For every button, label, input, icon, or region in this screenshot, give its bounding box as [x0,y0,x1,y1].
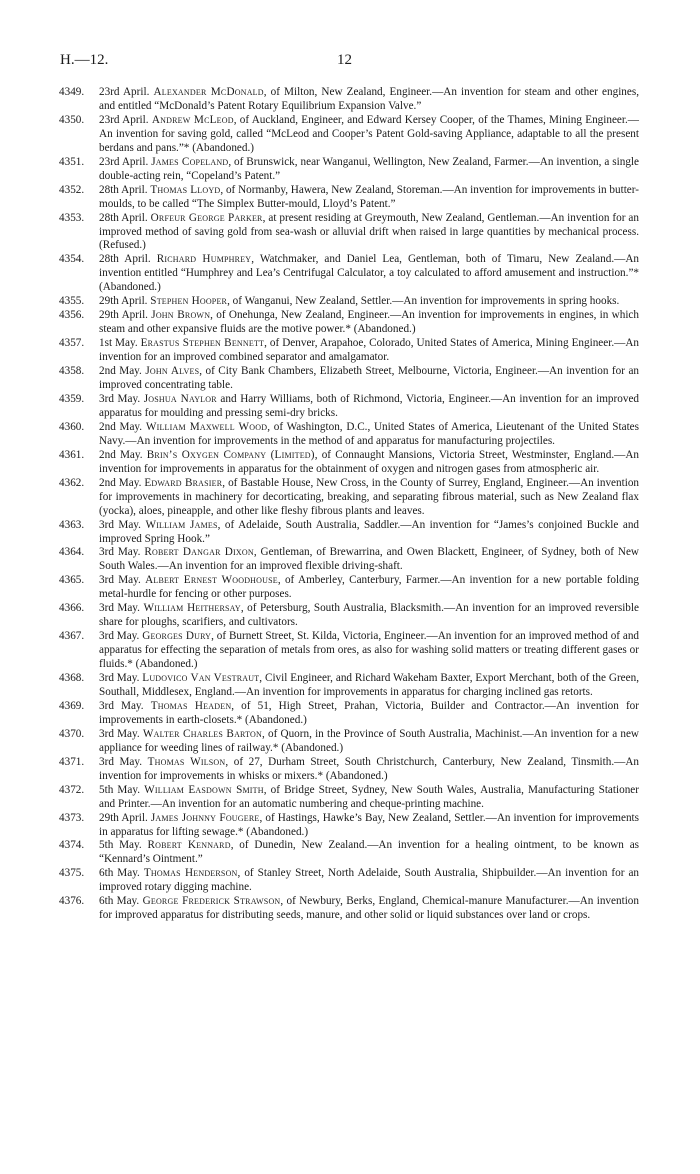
entry-date: 3rd May. [99,699,144,712]
entry-date: 3rd May. [99,546,141,559]
applicant-name: Robert Kennard [147,839,231,852]
entry-date: 28th April. [99,253,151,266]
patent-entry [59,728,639,756]
applicant-name: John Alves [145,365,200,378]
entry-number: 4373. [59,811,85,824]
applicant-name: Edward Brasier [144,476,223,489]
entry-number: 4356. [59,309,85,322]
entry-number: 4352. [59,183,85,196]
entry-description: , of City Bank Chambers, Elizabeth Street, Melbourne, Victoria, Engineer.—An invention for an improved concentrating table. [99,365,640,392]
patent-entry [59,839,639,867]
patent-entry [59,546,639,574]
entry-number: 4355. [59,295,85,308]
report-code: H.—12. [60,52,109,68]
entry-description: , of Stanley Street, North Adelaide, South Australia, Shipbuilder.—An invention for an improved rotary digging machine. [99,867,640,894]
patent-entry [59,114,639,156]
applicant-name: James Copeland [151,155,229,168]
entry-date: 23rd April. [99,155,149,168]
entry-number: 4360. [59,420,85,433]
patent-entry [59,895,639,923]
entry-description: , of Bastable House, New Cross, in the County of Surrey, England, Engineer.—An invention for improvements in machinery for decorticating, breaking, and separating fibrous material, such as New Zealand flax (yocka), aloes, pineapple, and other like fleshy fibrous plants and leaves. [99,476,640,517]
patent-entry [59,672,639,700]
entry-description: , of Normanby, Hawera, New Zealand, Storeman.—An invention for improvements in butter-moulds, to be called “The Simplex Butter-mould, Lloyd’s Patent.” [99,183,640,210]
entry-description: , of 27, Durham Street, South Christchurch, Canterbury, New Zealand, Tinsmith.—An invention for improvements in whisks or mixers.* (Abandoned.) [99,755,639,782]
applicant-name: Orfeur George Parker [150,211,263,224]
entry-number: 4358. [59,365,85,378]
entry-date: 3rd May. [99,392,141,405]
entry-number: 4357. [59,337,85,350]
entry-date: 1st May. [99,337,138,350]
entry-number: 4374. [59,839,85,852]
patent-entry [59,574,639,602]
applicant-name: James Johnny Fougere [150,811,260,824]
entry-description: , of Milton, New Zealand, Engineer.—An invention for steam and other engines, and entitled “McDonald’s Patent Rotary Equilibrium Expansion Valve.” [99,86,640,112]
applicant-name: Andrew McLeod [151,113,234,126]
entry-description: , of Bridge Street, Sydney, New South Wales, Australia, Manufacturing Stationer and Printer.—An invention for an automatic numbering and cheque-printing machine. [99,783,639,810]
patent-entry [59,867,639,895]
patent-entry [59,212,639,254]
patent-entry [59,86,639,114]
patent-entry [59,156,639,184]
entry-date: 29th April. [99,309,148,322]
entry-date: 6th May. [99,895,140,908]
applicant-name: Brin’s Oxygen Company (Limited) [146,448,315,461]
entry-number: 4349. [59,86,85,98]
patent-entry [59,337,639,365]
entry-date: 29th April. [99,295,148,308]
applicant-name: Richard Humphrey [156,253,252,266]
page-header [60,48,640,70]
applicant-name: George Frederick Strawson [142,895,281,908]
entry-number: 4363. [59,518,85,531]
patent-entry [59,393,639,421]
entry-date: 23rd April. [99,86,150,98]
entry-description: , of Washington, D.C., United States of America, Lieutenant of the United States Navy.—An invention for improvements in the method of and apparatus for manufacturing projectiles. [99,420,639,447]
patent-entry [59,519,639,547]
entry-date: 3rd May. [99,602,140,615]
patent-entry [59,365,639,393]
entry-date: 3rd May. [99,755,143,768]
applicant-name: Thomas Henderson [143,867,238,880]
entry-date: 3rd May. [99,574,141,587]
applicant-name: John Brown [151,309,211,322]
patent-entry [59,253,639,295]
entry-description: and Harry Williams, both of Richmond, Victoria, Engineer.—An invention for an improved apparatus for moulding and pressing semi-dry bricks. [99,392,640,419]
entry-date: 5th May. [99,783,140,796]
entry-description: , Civil Engineer, and Richard Wakeham Baxter, Export Merchant, both of the Green, Southall, Middlesex, England.—An invention for improvements in apparatus for charging inclined gas retorts. [99,672,639,698]
entry-description: , of Wanganui, New Zealand, Settler.—An invention for improvements in spring hooks. [227,295,620,308]
entry-number: 4359. [59,392,85,405]
patent-entry [59,630,639,672]
applicant-name: William Heithersay [143,602,241,615]
entry-description: , of Connaught Mansions, Victoria Street, Westminster, England.—An invention for improvements in apparatus for the obtainment of oxygen and nitrogen gases from atmospheric air. [99,448,640,475]
entry-date: 2nd May. [99,476,142,489]
entry-number: 4368. [59,672,85,685]
applicant-name: Thomas Wilson [147,755,226,768]
applicant-name: Walter Charles Barton [142,727,263,740]
applicant-name: William Maxwell Wood [145,420,268,433]
entry-number: 4367. [59,630,85,643]
entry-number: 4376. [59,895,85,908]
entry-number: 4353. [59,211,85,224]
patent-entry [59,295,639,309]
entry-date: 2nd May. [99,448,143,461]
entry-date: 23rd April. [99,113,149,126]
entry-description: , of Adelaide, South Australia, Saddler.—An invention for “James’s conjoined Buckle and improved Spring Hook.” [99,518,640,545]
entry-description: , of Denver, Arapahoe, Colorado, United States of America, Mining Engineer.—An invention for an improved combined separator and amalgamator. [99,337,640,364]
entry-description: , at present residing at Greymouth, New Zealand, Gentleman.—An invention for an improved method of saving gold from sea-wash or alluvial drift when raised in large quantities by mechanical process. (Refused.) [99,211,639,252]
entry-description: , Gentleman, of Brewarrina, and Owen Blackett, Engineer, of Sydney, both of New South Wales.—An invention for an improved flexible driving-shaft. [99,546,640,573]
page-number: 12 [337,52,352,68]
applicant-name: Joshua Naylor [143,392,217,405]
entry-date: 3rd May. [99,518,141,531]
entry-description: , of Quorn, in the Province of South Australia, Machinist.—An invention for a new appliance for weeding lines of railway.* (Abandoned.) [99,727,639,754]
patent-entry [59,184,639,212]
applicant-name: Thomas Lloyd [150,183,221,196]
entry-date: 5th May. [99,839,142,852]
entry-number: 4361. [59,448,85,461]
applicant-name: Erastus Stephen Bennett [140,337,265,350]
entry-number: 4370. [59,727,85,740]
entry-description: , of 51, High Street, Prahan, Victoria, Builder and Contractor.—An invention for improvements in earth-closets.* (Abandoned.) [99,699,640,726]
entry-date: 29th April. [99,811,148,824]
entry-description: , of Onehunga, New Zealand, Engineer.—An invention for improvements in engines, in which steam and other expansive fluids are the motive power.* (Abandoned.) [99,309,639,336]
entry-date: 3rd May. [99,630,140,643]
entry-date: 28th April. [99,183,148,196]
patent-entry [59,449,639,477]
entry-number: 4375. [59,867,85,880]
entry-description: , of Newbury, Berks, England, Chemical-manure Manufacturer.—An invention for improved apparatus for distributing seeds, manure, and other solid or liquid substances over land or crops. [99,895,639,922]
entry-number: 4365. [59,574,85,587]
entry-date: 2nd May. [99,420,143,433]
entry-date: 28th April. [99,211,148,224]
entry-number: 4364. [59,546,85,559]
entry-description: , of Dunedin, New Zealand.—An invention for a healing ointment, to be known as “Kennard’s Ointment.” [99,839,640,866]
patent-entry [59,477,639,519]
entry-number: 4354. [59,253,85,266]
applicant-name: William James [145,518,218,531]
applicant-name: Alexander McDonald [153,86,264,98]
entry-description: , of Hastings, Hawke’s Bay, New Zealand, Settler.—An invention for improvements in apparatus for lifting sewage.* (Abandoned.) [99,811,640,838]
entry-date: 3rd May. [99,727,140,740]
entry-number: 4362. [59,476,85,489]
entry-description: , of Auckland, Engineer, and Edward Kersey Cooper, of the Thames, Mining Engineer.—An invention for saving gold, called “McLeod and Cooper’s Patent Gold-saving Appliance, adaptable to all the present berdans and pans.”* (Abandoned.) [99,113,639,154]
applicant-name: Albert Ernest Woodhouse [145,574,278,587]
entry-number: 4350. [59,113,85,126]
entry-description: , of Burnett Street, St. Kilda, Victoria, Engineer.—An invention for an improved method of and apparatus for effecting the separation of metals from ores, as also for washing solid matters or treating different gases or fluids.* (Abandoned.) [99,630,640,671]
entry-date: 6th May. [99,867,140,880]
entry-description: , of Brunswick, near Wanganui, Wellington, New Zealand, Farmer.—An invention, a single double-acting rein, “Copeland’s Patent.” [99,155,639,182]
applicant-name: Georges Dury [142,630,212,643]
applicant-name: Stephen Hooper [150,295,228,308]
patent-entry [59,812,639,840]
entry-number: 4369. [59,699,85,712]
entry-number: 4351. [59,155,85,168]
applicant-name: Ludovico Van Vestraut [142,672,260,685]
entry-description: , of Petersburg, South Australia, Blacksmith.—An invention for an improved reversible share for ploughs, scarifiers, and cultivators. [99,602,639,629]
entry-date: 2nd May. [99,365,142,378]
patent-entry [59,700,639,728]
patent-entry [59,309,639,337]
patent-entry [59,421,639,449]
patent-entry [59,602,639,630]
entry-description: , of Amberley, Canterbury, Farmer.—An invention for a new portable folding metal-hurdle for fencing or other purposes. [99,574,639,601]
patent-entry [59,784,639,812]
applicant-name: Thomas Headen [150,699,232,712]
entry-date: 3rd May. [99,672,140,685]
applicant-name: William Easdown Smith [144,783,264,796]
entry-number: 4371. [59,755,85,768]
entry-number: 4372. [59,783,85,796]
patent-entry [59,756,639,784]
entry-description: , Watchmaker, and Daniel Lea, Gentleman, both of Timaru, New Zealand.—An invention entitled “Humphrey and Lea’s Centrifugal Calculator, a toy calculated to afford amusement and instruction.”* (Abandoned.) [99,253,639,294]
patent-entries-list [59,86,639,923]
applicant-name: Robert Dangar Dixon [144,546,254,559]
entry-number: 4366. [59,602,85,615]
